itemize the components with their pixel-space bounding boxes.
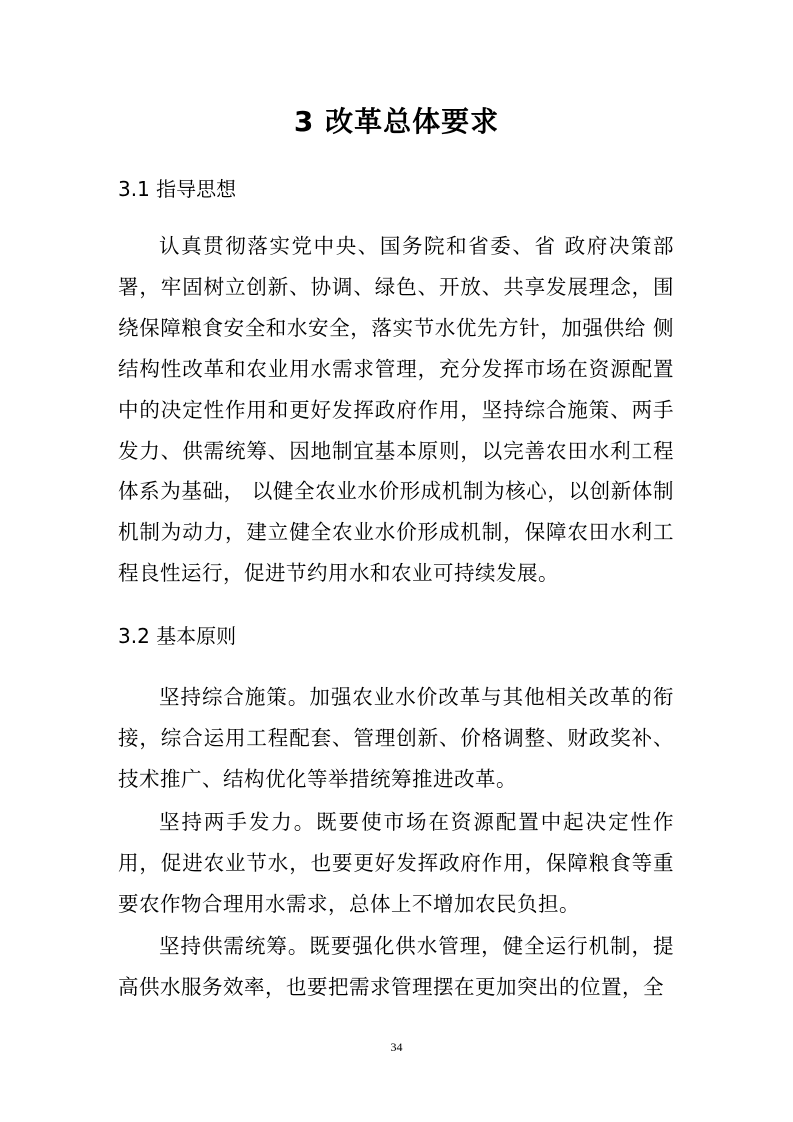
paragraph-guiding-ideology: 认真贯彻落实党中央、国务院和省委、省 政府决策部署，牢固树立创新、协调、绿色、开放、共享发展理念，围绕保障粮食安全和水安全，落实节水优先方针，加强供给 侧结构性改革和农业用水需求管理，充分发挥市场在资源配置中的决定性作用和更好发挥政府作用，坚持综合施策、两手发力、供需统筹、因地制宜基本原则，以完善农田水利工程体系为基础， 以健全农业水价形成机制为核心，以创新体制机制为动力，建立健全农业水价形成机制，保障农田水利工程良性运行，促进节约用水和农业可持续发展。 xyxy=(118,234,674,586)
paragraph-comprehensive-measures: 坚持综合施策。加强农业水价改革与其他相关改革的衔接，综合运用工程配套、管理创新、价格调整、财政奖补、技术推广、结构优化等举措统筹推进改革。 xyxy=(118,685,674,791)
chapter-title: 3 改革总体要求 xyxy=(293,105,500,138)
page-number: 34 xyxy=(390,1040,403,1054)
paragraph-supply-demand: 坚持供需统筹。既要强化供水管理，健全运行机制，提高供水服务效率，也要把需求管理摆在更加突出的位置，全 xyxy=(118,934,674,999)
section-heading-guiding-ideology: 3.1 指导思想 xyxy=(118,177,237,201)
section-heading-basic-principles: 3.2 基本原则 xyxy=(118,624,237,648)
paragraph-two-hands: 坚持两手发力。既要使市场在资源配置中起决定性作用，促进农业节水，也要更好发挥政府作用，保障粮食等重要农作物合理用水需求，总体上不增加农民负担。 xyxy=(118,810,674,916)
